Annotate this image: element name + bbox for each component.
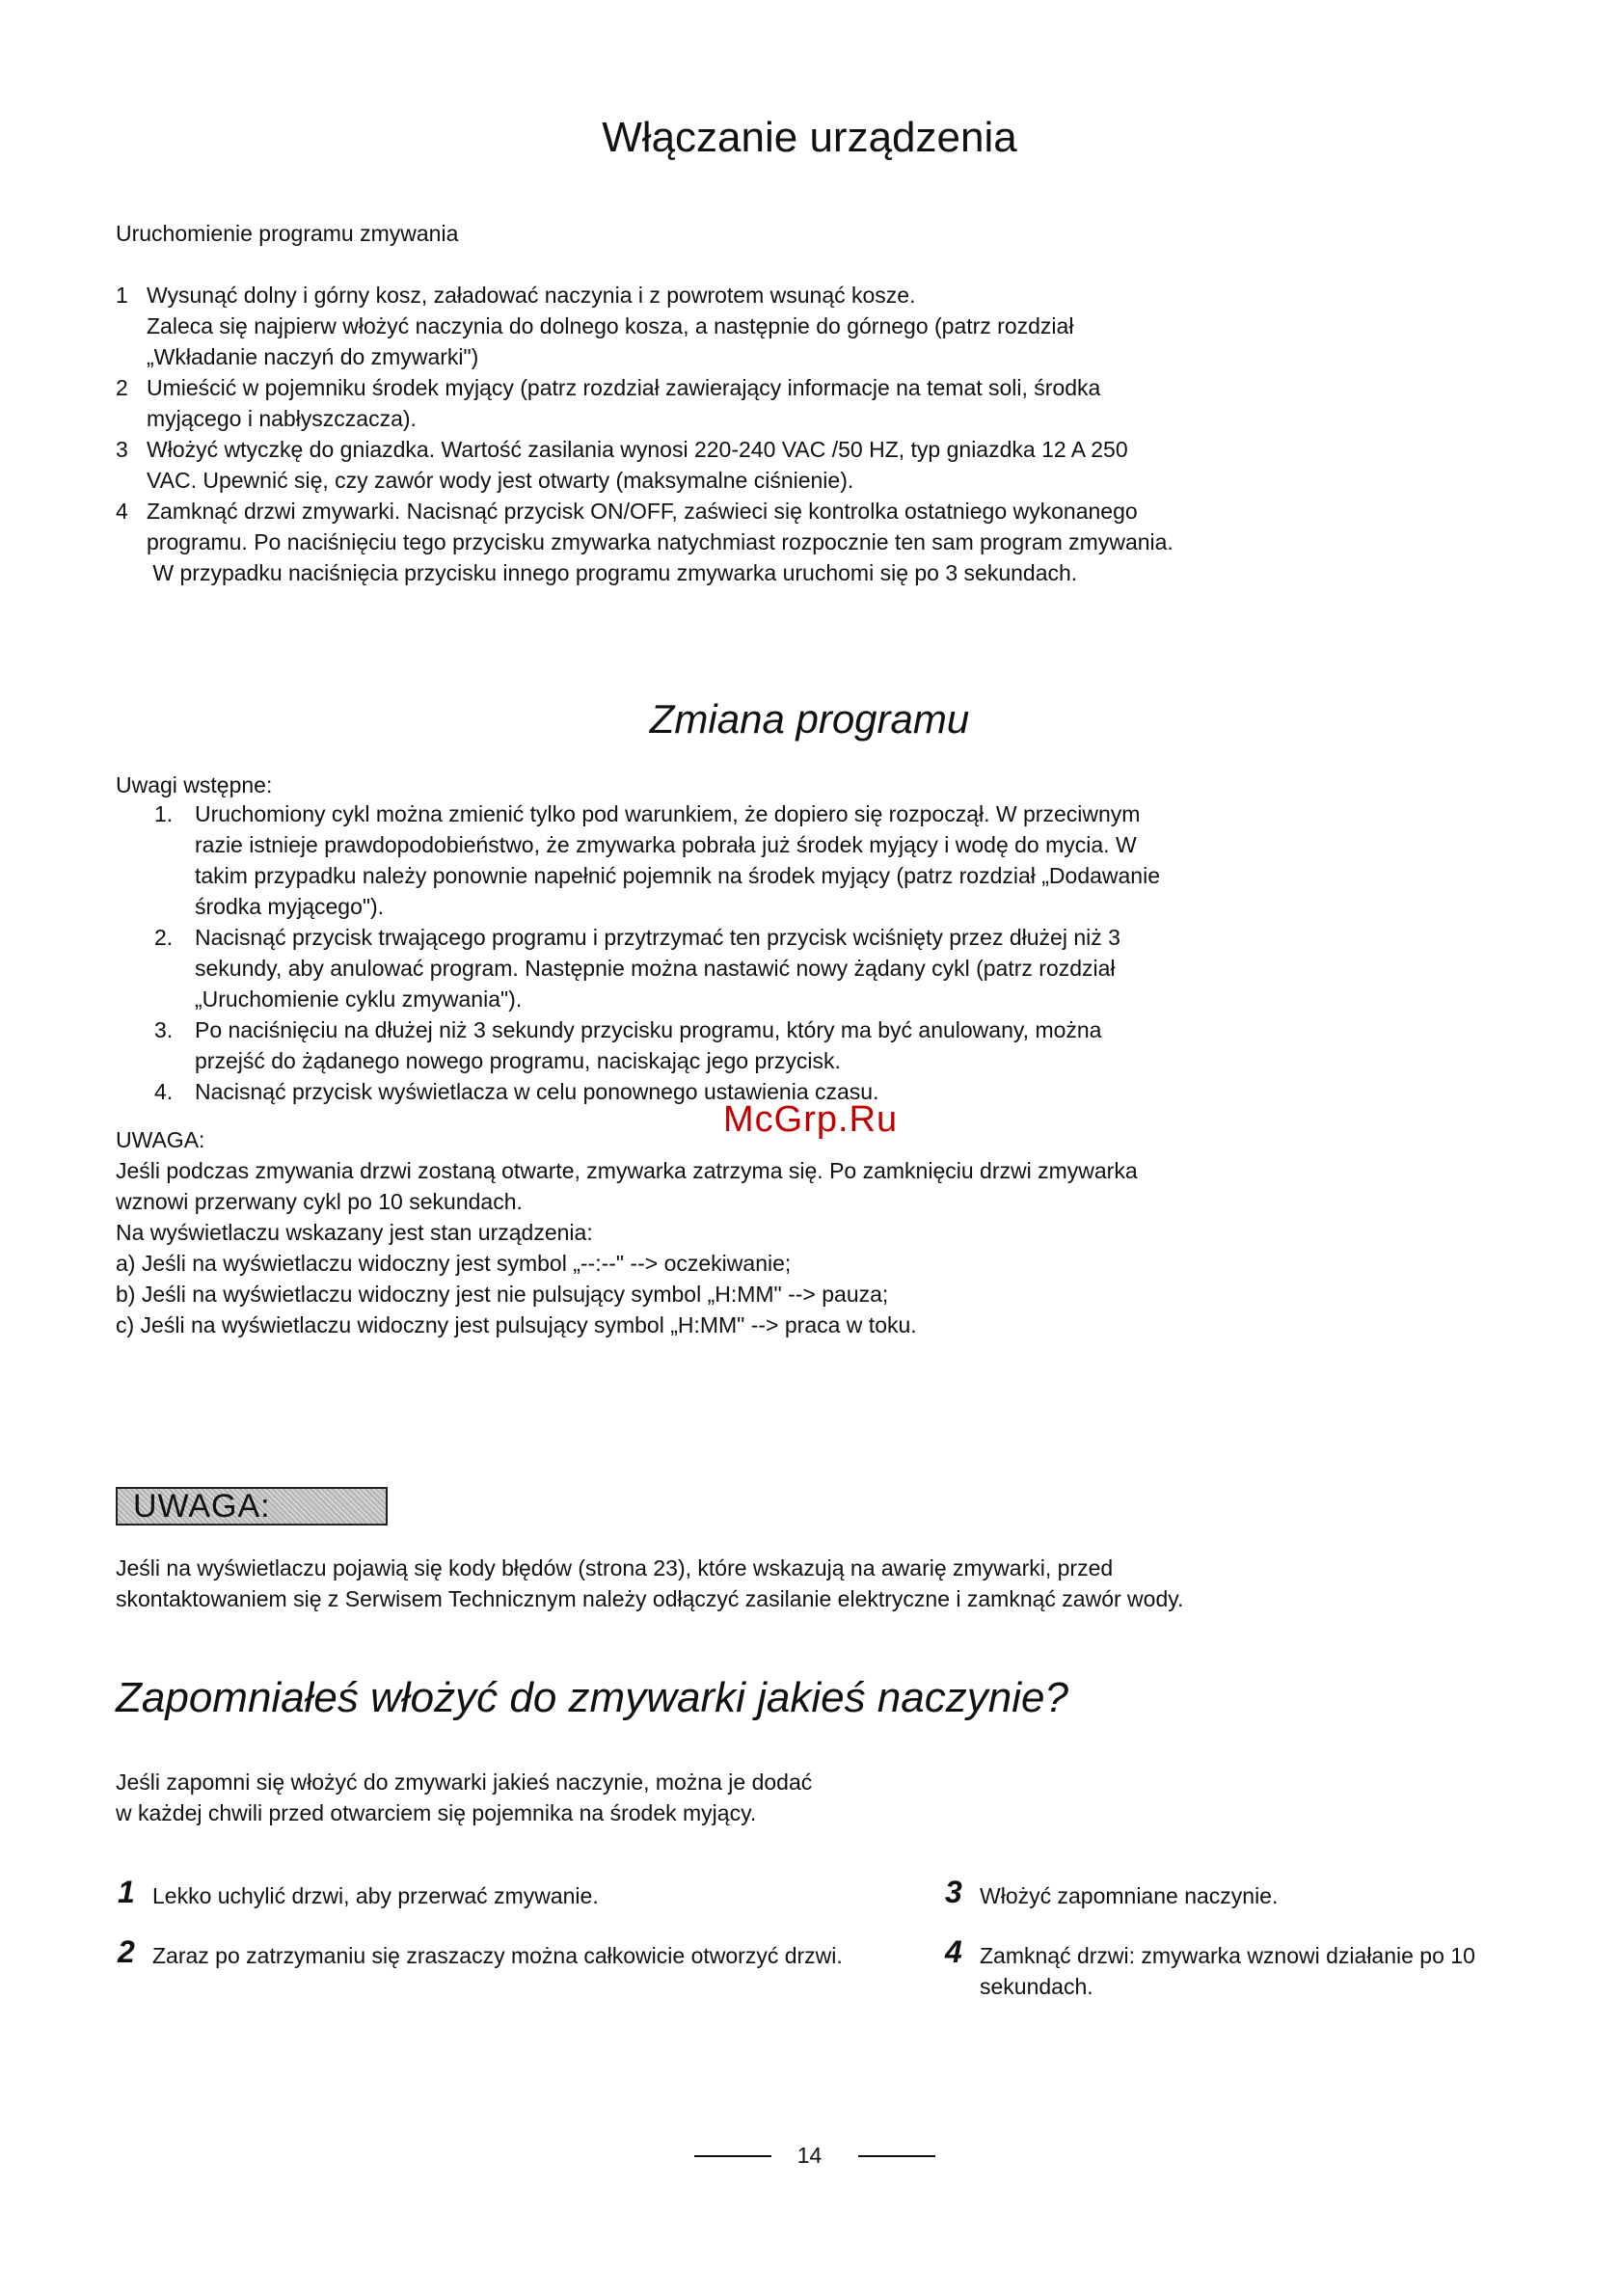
step-number: 3: [945, 1875, 962, 1909]
step-text: [980, 1940, 1475, 2002]
note-line: Na wyświetlaczu wskazany jest stan urządzenia:: [116, 1220, 593, 1245]
forgot-line: Jeśli zapomni się włożyć do zmywarki jakieś naczynie, można je dodać: [116, 1769, 813, 1795]
warning-line: Jeśli na wyświetlaczu pojawią się kody błędów (strona 23), które wskazują na awarię zmywarki, przed: [116, 1555, 1114, 1580]
note-line: c) Jeśli na wyświetlaczu widoczny jest pulsujący symbol „H:MM" --> praca w toku.: [116, 1312, 917, 1337]
step-line: „Uruchomienie cyklu zmywania").: [195, 986, 523, 1012]
forgot-intro: [116, 1767, 984, 1828]
step-number: 2: [118, 1934, 135, 1969]
forgot-step-2: [118, 1934, 908, 1979]
note-label: UWAGA:: [116, 1127, 205, 1152]
list-item: [116, 372, 1254, 434]
step-line: Nacisnąć przycisk wyświetlacza w celu ponownego ustawienia czasu.: [195, 1079, 879, 1104]
warning-label: UWAGA:: [133, 1487, 271, 1525]
page-number: 14: [796, 2143, 823, 2168]
step-line: Uruchomiony cykl można zmienić tylko pod warunkiem, że dopiero się rozpoczął. W przeciwnym: [195, 801, 1141, 826]
step-number: 2.: [154, 925, 174, 950]
step-number: 1.: [154, 801, 174, 826]
step-text: Zaraz po zatrzymaniu się zraszaczy można całkowicie otworzyć drzwi.: [152, 1943, 843, 1968]
start-steps-list: [116, 280, 1254, 588]
change-steps-list: [154, 798, 1244, 1107]
list-item: [154, 922, 1244, 1014]
step-line: Nacisnąć przycisk trwającego programu i przytrzymać ten przycisk wciśnięty przez dłużej niż 3: [195, 925, 1120, 950]
list-item: [116, 496, 1254, 588]
step-line: takim przypadku należy ponownie napełnić pojemnik na środek myjący (patrz rozdział „Dodawanie: [195, 863, 1160, 888]
step-line: myjącego i nabłyszczacza).: [147, 406, 417, 431]
list-item: [154, 1014, 1244, 1076]
page-number-rule-right: [858, 2155, 935, 2157]
intro-subtitle: Uruchomienie programu zmywania: [116, 221, 459, 246]
step-line: „Wkładanie naczyń do zmywarki"): [147, 344, 479, 369]
step-number: 2: [116, 375, 128, 400]
forgot-step-3: [945, 1875, 1543, 1919]
step-line: Po naciśnięciu na dłużej niż 3 sekundy przycisku programu, który ma być anulowany, można: [195, 1017, 1102, 1042]
step-line: przejść do żądanego nowego programu, naciskając jego przycisk.: [195, 1048, 841, 1073]
note-line: Jeśli podczas zmywania drzwi zostaną otwarte, zmywarka zatrzyma się. Po zamknięciu drzwi zmywarka: [116, 1158, 1138, 1183]
step-text: Włożyć zapomniane naczynie.: [980, 1883, 1279, 1908]
step-line: Wysunąć dolny i górny kosz, załadować naczynia i z powrotem wsunąć kosze.: [147, 283, 916, 308]
step-line: W przypadku naciśnięcia przycisku innego programu zmywarka uruchomi się po 3 sekundach.: [147, 560, 1078, 585]
page-title: Włączanie urządzenia: [602, 114, 1017, 161]
step-line: Zamknąć drzwi zmywarki. Nacisnąć przycisk ON/OFF, zaświeci się kontrolka ostatniego wykonanego: [147, 499, 1138, 524]
step-line: Zaleca się najpierw włożyć naczynia do dolnego kosza, a następnie do górnego (patrz rozdział: [147, 313, 1074, 338]
section-title-forgot: Zapomniałeś włożyć do zmywarki jakieś naczynie?: [116, 1674, 1068, 1721]
step-line: programu. Po naciśnięciu tego przycisku zmywarka natychmiast rozpocznie ten sam program zmywania.: [147, 529, 1174, 554]
step-number: 1: [118, 1875, 135, 1909]
warning-text: [116, 1553, 1292, 1614]
forgot-step-4: [945, 1934, 1543, 2008]
note-line: wznowi przerwany cykl po 10 sekundach.: [116, 1189, 523, 1214]
step-text: Lekko uchylić drzwi, aby przerwać zmywanie.: [152, 1883, 599, 1908]
step-line: sekundach.: [980, 1974, 1093, 1999]
list-item: [154, 798, 1244, 922]
step-number: 4.: [154, 1079, 174, 1104]
note-line: a) Jeśli na wyświetlaczu widoczny jest symbol „--:--" --> oczekiwanie;: [116, 1251, 792, 1276]
list-item: [154, 1076, 1244, 1107]
watermark: McGrp.Ru: [723, 1099, 899, 1140]
warning-label-box: [116, 1487, 388, 1526]
step-line: środka myjącego").: [195, 894, 385, 919]
step-line: VAC. Upewnić się, czy zawór wody jest otwarty (maksymalne ciśnienie).: [147, 468, 854, 493]
forgot-line: w każdej chwili przed otwarciem się pojemnika na środek myjący.: [116, 1800, 757, 1825]
warning-line: skontaktowaniem się z Serwisem Technicznym należy odłączyć zasilanie elektryczne i zamknąć zawór wody.: [116, 1586, 1184, 1611]
step-number: 4: [945, 1934, 962, 1969]
note-line: b) Jeśli na wyświetlaczu widoczny jest nie pulsujący symbol „H:MM" --> pauza;: [116, 1282, 889, 1307]
step-line: Włożyć wtyczkę do gniazdka. Wartość zasilania wynosi 220-240 VAC /50 HZ, typ gniazdka 12 A 250: [147, 437, 1128, 462]
notes-label: Uwagi wstępne:: [116, 772, 273, 797]
step-number: 1: [116, 283, 128, 308]
step-line: Umieścić w pojemniku środek myjący (patrz rozdział zawierający informacje na temat soli, środka: [147, 375, 1101, 400]
step-number: 3.: [154, 1017, 174, 1042]
forgot-step-1: [118, 1875, 908, 1919]
step-line: razie istnieje prawdopodobieństwo, że zmywarka pobrała już środek myjący i wodę do mycia. W: [195, 832, 1137, 857]
step-number: 4: [116, 499, 128, 524]
step-line: Zamknąć drzwi: zmywarka wznowi działanie po 10: [980, 1943, 1475, 1968]
section-title-change: Zmiana programu: [649, 696, 970, 742]
step-number: 3: [116, 437, 128, 462]
list-item: [116, 280, 1254, 372]
list-item: [116, 434, 1254, 496]
door-open-note: [116, 1124, 1254, 1340]
step-line: sekundy, aby anulować program. Następnie można nastawić nowy żądany cykl (patrz rozdział: [195, 956, 1116, 981]
